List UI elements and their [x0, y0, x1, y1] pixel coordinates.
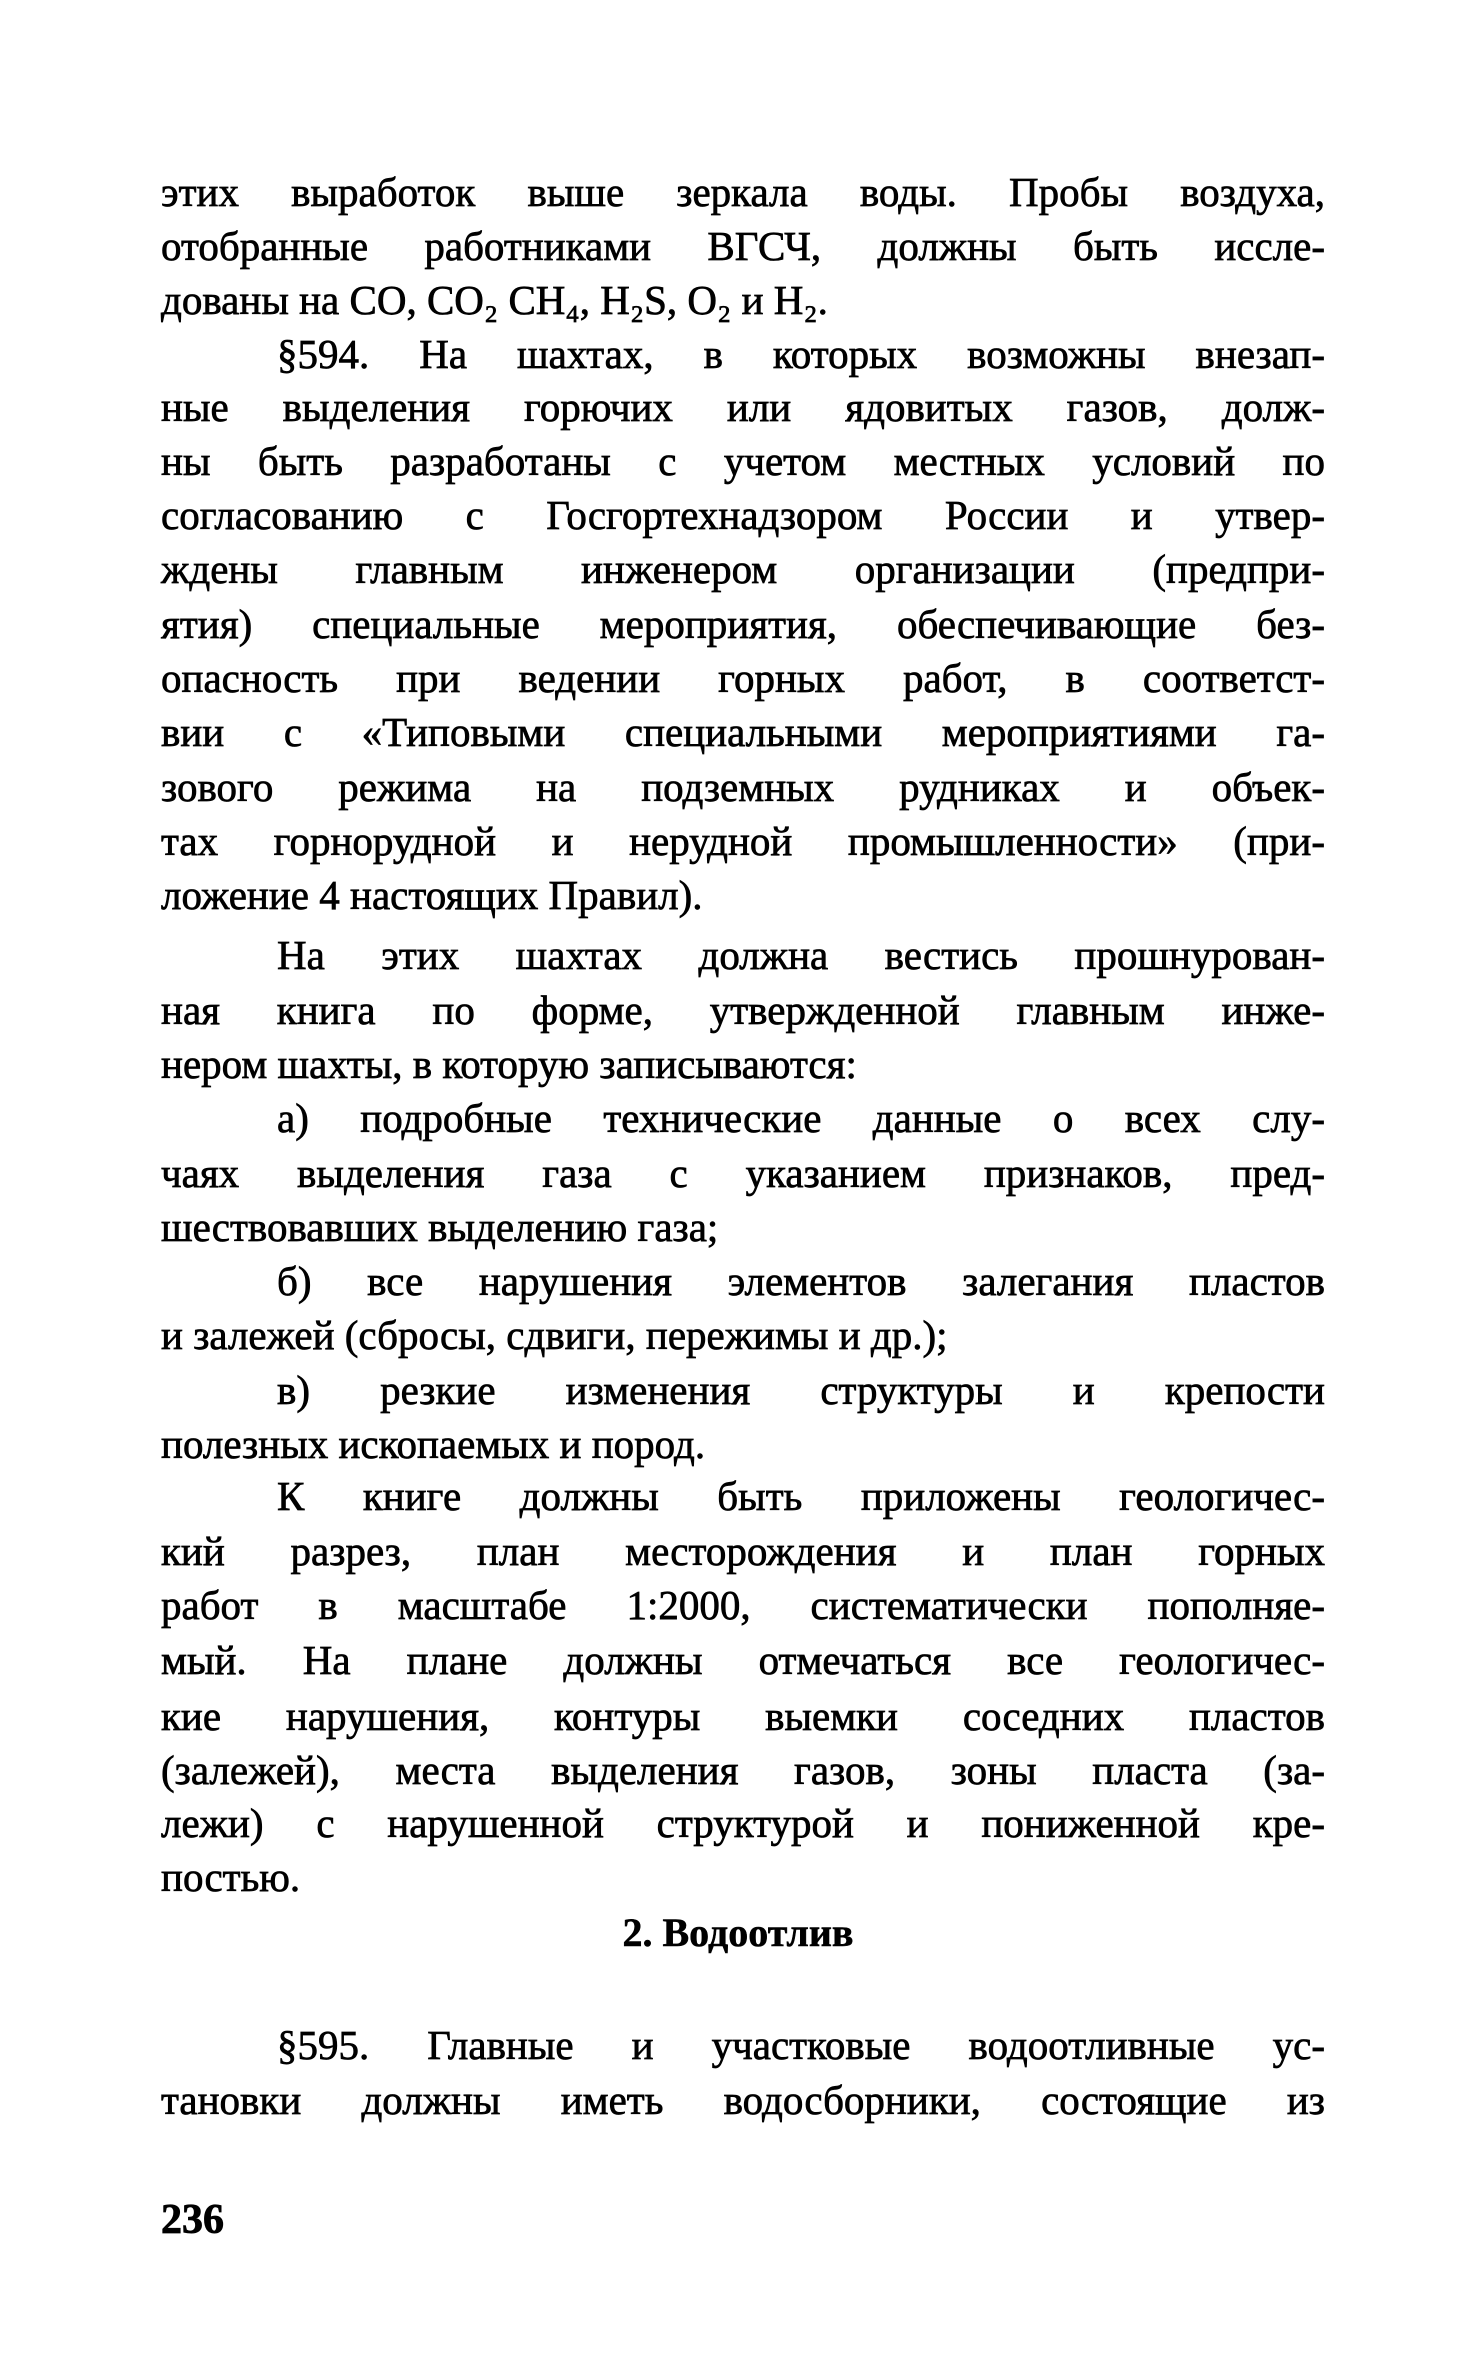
text-line: шествовавших выделению газа;	[161, 1204, 719, 1250]
list-item-c: в) резкие изменения структуры и крепости	[277, 1367, 1325, 1413]
text-line: ны быть разработаны с учетом местных условий по	[161, 438, 1325, 484]
text-line: чаях выделения газа с указанием признаков, пред-	[161, 1150, 1325, 1196]
text-line: отобранные работниками ВГСЧ, должны быть иссле-	[161, 223, 1325, 269]
text-line: дованы на CO, CO₂ CH₄, H₂S, O₂ и H₂.	[161, 277, 828, 323]
text-line: вии с «Типовыми специальными мероприятиями га-	[161, 709, 1325, 755]
text-line: опасность при ведении горных работ, в соответст-	[161, 655, 1325, 701]
page-number: 236	[161, 2197, 224, 2243]
paragraph-594-start: §594. На шахтах, в которых возможны внезап-	[277, 331, 1325, 377]
text-line: На этих шахтах должна вестись прошнурован-	[277, 932, 1325, 978]
text-line: работ в масштабе 1:2000, систематически пополняе-	[161, 1582, 1325, 1628]
text-line: ятия) специальные мероприятия, обеспечивающие без-	[161, 601, 1325, 647]
text-line: тах горнорудной и нерудной промышленности» (при-	[161, 818, 1325, 864]
text-line: тановки должны иметь водосборники, состоящие из	[161, 2077, 1325, 2123]
text-line: постью.	[161, 1854, 301, 1900]
text-line: зового режима на подземных рудниках и объек-	[161, 764, 1325, 810]
paragraph-595-start: §595. Главные и участковые водоотливные ус-	[277, 2022, 1325, 2068]
text-line: ложение 4 настоящих Правил).	[161, 872, 703, 918]
section-heading: 2. Водоотлив	[622, 1910, 854, 1955]
text-line: кие нарушения, контуры выемки соседних пластов	[161, 1693, 1325, 1739]
text-line: ждены главным инженером организации (предпри-	[161, 546, 1325, 592]
text-line: ные выделения горючих или ядовитых газов, долж-	[161, 384, 1325, 430]
text-line: согласованию с Госгортехнадзором России и утвер-	[161, 492, 1325, 538]
text-line: мый. На плане должны отмечаться все геологичес-	[161, 1637, 1325, 1683]
list-item-b: б) все нарушения элементов залегания пластов	[277, 1258, 1325, 1304]
text-line: и залежей (сбросы, сдвиги, пережимы и др.);	[161, 1312, 948, 1358]
text-line: К книге должны быть приложены геологичес-	[277, 1473, 1325, 1519]
text-line: нером шахты, в которую записываются:	[161, 1041, 857, 1087]
text-line: лежи) с нарушенной структурой и пониженной кре-	[161, 1800, 1325, 1846]
text-line: кий разрез, план месторождения и план горных	[161, 1528, 1325, 1574]
list-item-a: а) подробные технические данные о всех слу-	[277, 1095, 1325, 1141]
text-line: этих выработок выше зеркала воды. Пробы воздуха,	[161, 169, 1325, 215]
text-line: (залежей), места выделения газов, зоны пласта (за-	[161, 1747, 1325, 1793]
text-line: ная книга по форме, утвержденной главным инже-	[161, 987, 1325, 1033]
text-line: полезных ископаемых и пород.	[161, 1421, 706, 1467]
